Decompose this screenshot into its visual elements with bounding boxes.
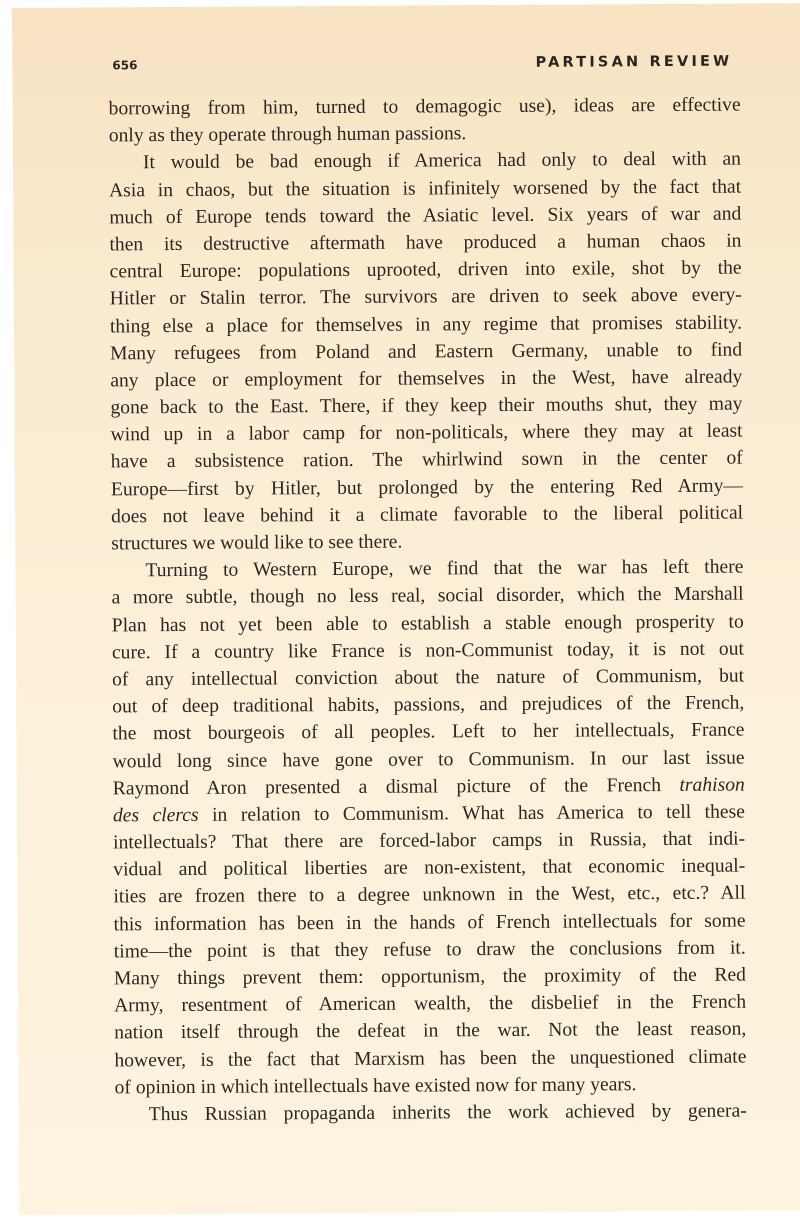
text-line: however, is the fact that Marxism has been the unquestioned climate (114, 1046, 747, 1071)
text-line-with-italic (113, 771, 745, 802)
italic-term: des clercs (112, 804, 199, 827)
text-line: structures we would like to see there. (111, 531, 403, 555)
text-line: thing else a place for themselves in any regime that promises stability. (109, 312, 742, 337)
text-line: borrowing from him, turned to demagogic use), ideas are effective (108, 94, 741, 120)
body-text (109, 92, 747, 1129)
text-line: much of Europe tends toward the Asiatic level. Six years of war and (109, 203, 742, 229)
text-line: out of deep traditional habits, passions, and prejudices of the French, (112, 692, 745, 718)
text-run: Raymond Aron presented a dismal picture of the French (112, 774, 680, 800)
text-line: vidual and political liberties are non-existent, that economic inequal- (113, 855, 746, 881)
text-line: a more subtle, though no less real, social disorder, which the Marshall (111, 583, 744, 609)
text-line: gone back to the East. There, if they keep their mouths shut, they may (110, 393, 743, 419)
text-line: any place or employment for themselves in the West, have already (110, 366, 743, 392)
text-line: intellectuals? That there are forced-labor camps in Russia, that indi- (113, 828, 746, 854)
text-line: would long since have gone over to Communism. In our last issue (112, 747, 745, 772)
text-line: of opinion in which intellectuals have existed now for many years. (114, 1073, 637, 1099)
text-line: Hitler or Stalin terror. The survivors are driven to seek above every- (109, 284, 742, 310)
page-number: 656 (112, 58, 138, 73)
running-head (112, 54, 732, 74)
italic-term: trahison (679, 774, 745, 796)
text-line: wind up in a labor camp for non-politicals, where they may at least (110, 420, 743, 446)
text-line: have a subsistence ration. The whirlwind sown in the center of (110, 447, 743, 473)
text-line: ities are frozen there to a degree unknown in the West, etc., etc.? All (113, 882, 746, 908)
text-run: in relation to Communism. What has America to tell these (198, 801, 745, 826)
text-line: Many things prevent them: opportunism, the proximity of the Red (113, 964, 746, 990)
text-line: central Europe: populations uprooted, driven into exile, shot by the (109, 257, 742, 283)
text-line: Plan has not yet been able to establish a stable enough prosperity to (111, 611, 744, 636)
text-line: Asia in chaos, but the situation is infinitely worsened by the fact that (109, 176, 742, 201)
text-line: of any intellectual conviction about the nature of Communism, but (112, 665, 745, 691)
text-line: nation itself through the defeat in the war. Not the least reason, (114, 1018, 747, 1044)
text-line: Many refugees from Poland and Eastern Germany, unable to find (110, 339, 743, 365)
text-line: only as they operate through human passions. (108, 123, 467, 147)
text-line: then its destructive aftermath have produced a human chaos in (109, 230, 742, 256)
text-line: Turning to Western Europe, we find that the war has left there (145, 556, 744, 582)
text-line: does not leave behind it a climate favorable to the liberal political (111, 502, 744, 528)
text-line-with-italic (113, 798, 745, 829)
text-line: this information has been in the hands of French intellectuals for some (113, 910, 746, 936)
text-line: Army, resentment of American wealth, the disbelief in the French (114, 991, 747, 1017)
text-line: the most bourgeois of all peoples. Left to her intellectuals, France (112, 719, 745, 745)
text-line: Europe—first by Hitler, but prolonged by the entering Red Army— (110, 475, 743, 501)
journal-title: PARTISAN REVIEW (535, 53, 733, 71)
text-line: time—the point is that they refuse to draw the conclusions from it. (113, 937, 746, 963)
text-line: Thus Russian propaganda inherits the work achieved by genera- (148, 1100, 747, 1126)
document-page (12, 3, 800, 1215)
text-line: cure. If a country like France is non-Communist today, it is not out (111, 638, 744, 664)
text-line: It would be bad enough if America had only to deal with an (142, 148, 742, 174)
